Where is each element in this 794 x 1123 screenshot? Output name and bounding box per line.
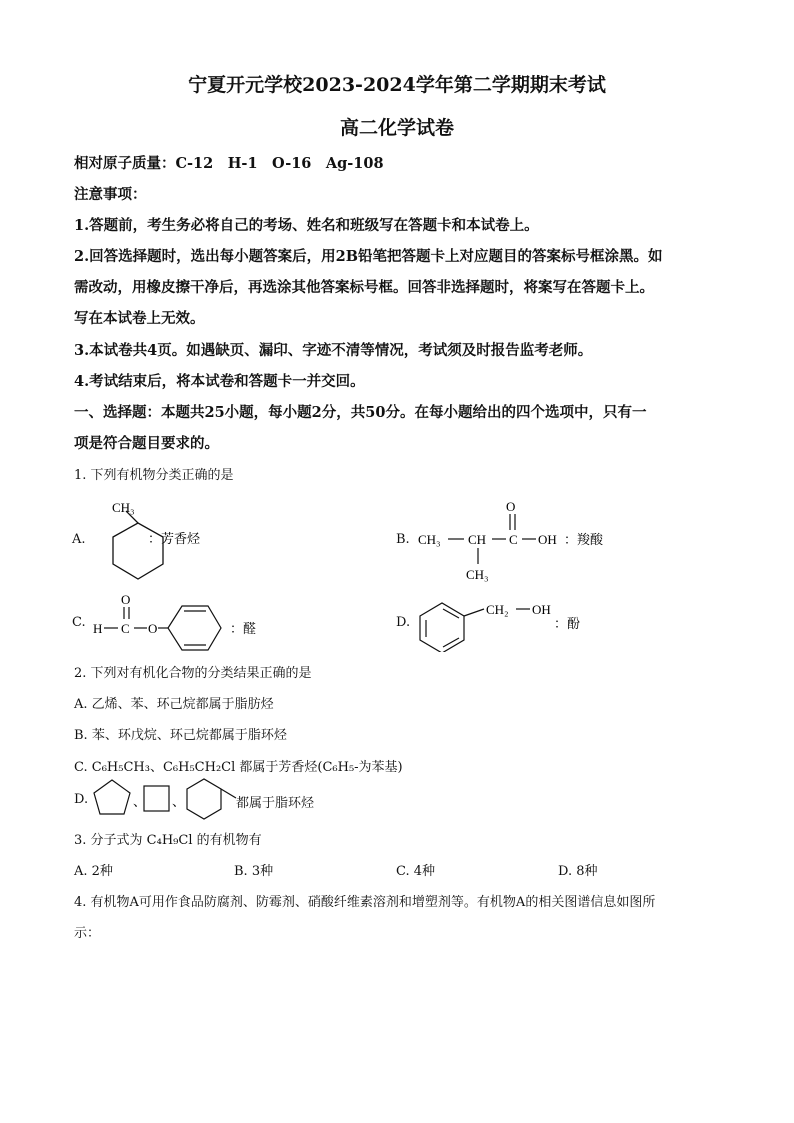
q1-option-b-structure <box>416 494 616 586</box>
carbonyl-c: C <box>509 532 518 547</box>
note-2-line3: 写在本试卷上无效。 <box>74 310 205 327</box>
cyclohexane-ring <box>187 779 221 819</box>
section-1-line2: 项是符合题目要求的。 <box>74 435 219 452</box>
carbonyl-o: O <box>506 499 516 514</box>
exam-title: 宁夏开元学校2023-2024学年第二学期期末考试 <box>188 74 606 96</box>
methyl-label: CH₃ <box>112 500 135 515</box>
ch2-label: CH₂ <box>486 602 509 617</box>
q1-option-a-label: ：芳香烃 <box>148 531 201 546</box>
ch-label: CH <box>468 532 487 547</box>
q1-option-b-label: ：羧酸 <box>564 532 604 547</box>
q1-option-c-label: ：醛 <box>230 621 257 636</box>
note-2-line1: 2.回答选择题时，选出每小题答案后，用2B铅笔把答题卡上对应题目的答案标号框涂黑。如 <box>74 248 663 265</box>
note-2-line2: 需改动，用橡皮擦干净后，再选涂其他答案标号框。回答非选择题时，将案写在答题卡上。 <box>74 279 654 296</box>
q1-stem: 1. 下列有机物分类正确的是 <box>74 468 234 483</box>
benzene-ring <box>168 606 221 650</box>
separator-2: 、 <box>172 794 186 809</box>
q4-line2: 示： <box>74 926 101 941</box>
cyclopentane-ring <box>94 780 130 814</box>
q3-option-d: D. 8种 <box>558 864 598 879</box>
q1-option-d-structure <box>414 592 614 652</box>
q2-option-a: A. 乙烯、苯、环己烷都属于脂肪烃 <box>74 697 274 712</box>
o-ester-label: O <box>148 621 158 636</box>
notes-heading: 注意事项： <box>74 186 147 203</box>
ch3-left: CH₃ <box>418 532 441 547</box>
q1-option-a-structure <box>90 496 250 582</box>
q4-line1: 4. 有机物A可用作食品防腐剂、防霉剂、硝酸纤维素溶剂和增塑剂等。有机物A的相关图谱信息如图所 <box>74 895 656 910</box>
atomic-mass: 相对原子质量：C-12 H-1 O-16 Ag-108 <box>74 155 384 172</box>
ch3-bottom: CH₃ <box>466 567 489 582</box>
q1-option-c-structure <box>90 592 290 652</box>
c-label: C <box>121 621 130 636</box>
q2-option-c: C. C₆H₅CH₃、C₆H₅CH₂Cl 都属于芳香烃(C₆H₅-为苯基) <box>74 760 403 775</box>
cyclobutane-ring <box>144 786 169 811</box>
q2-option-b: B. 苯、环戊烷、环己烷都属于脂环烃 <box>74 728 287 743</box>
oh-label: OH <box>532 602 551 617</box>
q2-stem: 2. 下列对有机化合物的分类结果正确的是 <box>74 666 312 681</box>
note-1: 1.答题前，考生务必将自己的考场、姓名和班级写在答题卡和本试卷上。 <box>74 217 539 234</box>
q1-option-d-letter: D. <box>396 615 411 630</box>
q2-option-d-structures <box>88 776 258 820</box>
q3-stem: 3. 分子式为 C₄H₉Cl 的有机物有 <box>74 833 262 848</box>
q3-option-b: B. 3种 <box>234 864 274 879</box>
q1-option-a-letter: A. <box>72 532 86 547</box>
ethyl-bond <box>221 789 236 798</box>
exam-subtitle: 高二化学试卷 <box>339 117 454 139</box>
q1-option-d-label: ：酚 <box>554 616 581 631</box>
oh-label: OH <box>538 532 557 547</box>
section-1-line1: 一、选择题：本题共25小题，每小题2分，共50分。在每小题给出的四个选项中，只有一 <box>74 404 647 421</box>
benzene-ring <box>420 603 464 652</box>
q2-option-d-text: 都属于脂环烃 <box>236 796 315 811</box>
note-4: 4.考试结束后，将本试卷和答题卡一并交回。 <box>74 373 365 390</box>
q2-option-d-letter: D. <box>74 792 89 807</box>
note-3: 3.本试卷共4页。如遇缺页、漏印、字迹不清等情况，考试须及时报告监考老师。 <box>74 342 593 359</box>
q3-option-a: A. 2种 <box>74 864 113 879</box>
o-top-label: O <box>121 592 131 607</box>
q1-option-c-letter: C. <box>72 615 86 630</box>
q3-option-c: C. 4种 <box>396 864 436 879</box>
q1-option-b-letter: B. <box>396 532 410 547</box>
h-label: H <box>93 621 103 636</box>
separator-1: 、 <box>133 794 147 809</box>
